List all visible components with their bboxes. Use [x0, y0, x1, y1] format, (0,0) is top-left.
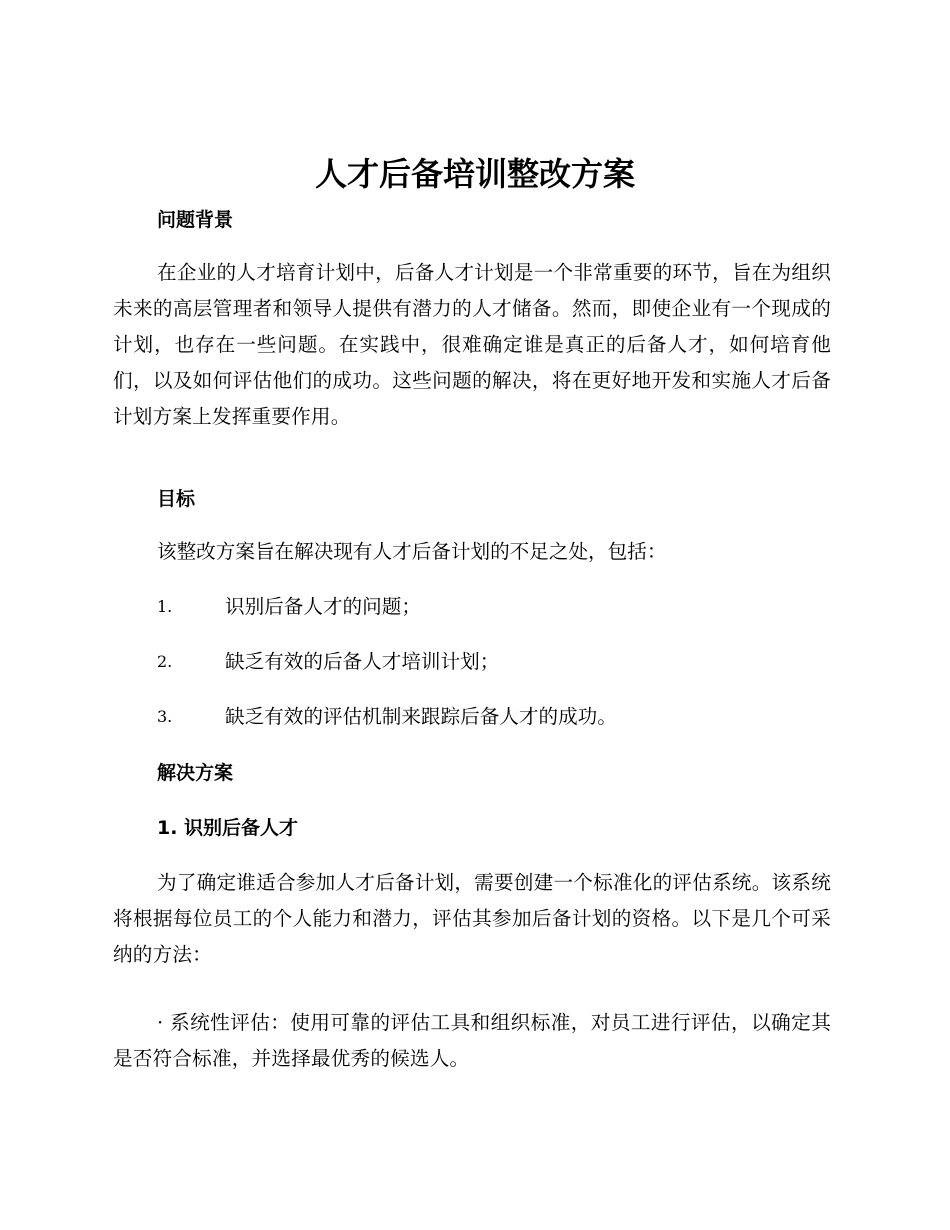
heading-solution: 解决方案 — [157, 762, 234, 784]
list-text: 缺乏有效的后备人才培训计划； — [225, 650, 500, 673]
subheading-identify-talent: 1. 识别后备人才 — [157, 817, 299, 839]
paragraph-solution: 为了确定谁适合参加人才后备计划，需要创建一个标准化的评估系统。该系统将根据每位员工的个人能力和潜力，评估其参加后备计划的资格。以下是几个可采纳的方法： — [113, 871, 831, 966]
list-text: 识别后备人才的问题； — [225, 595, 421, 618]
list-number: 2. — [157, 652, 173, 671]
list-item — [157, 592, 421, 622]
bullet-systematic-evaluation: · 系统性评估：使用可靠的评估工具和组织标准，对员工进行评估，以确定其是否符合标准，并选择最优秀的候选人。 — [113, 1011, 831, 1070]
document-title: 人才后备培训整改方案 — [314, 155, 635, 193]
paragraph-background: 在企业的人才培育计划中，后备人才计划是一个非常重要的环节，旨在为组织未来的高层管理者和领导人提供有潜力的人才储备。然而，即使企业有一个现成的计划，也存在一些问题。在实践中，很难确定谁是真正的后备人才，如何培育他们，以及如何评估他们的成功。这些问题的解决，将在更好地开发和实施人才后备计划方案上发挥重要作用。 — [113, 261, 831, 428]
list-text: 缺乏有效的评估机制来跟踪后备人才的成功。 — [225, 705, 617, 728]
list-item — [157, 647, 499, 677]
heading-background: 问题背景 — [157, 209, 234, 231]
heading-goal: 目标 — [157, 488, 196, 510]
goal-intro: 该整改方案旨在解决现有人才后备计划的不足之处，包括： — [157, 540, 667, 563]
list-number: 3. — [157, 707, 173, 726]
list-item — [157, 702, 617, 732]
list-number: 1. — [157, 597, 173, 616]
